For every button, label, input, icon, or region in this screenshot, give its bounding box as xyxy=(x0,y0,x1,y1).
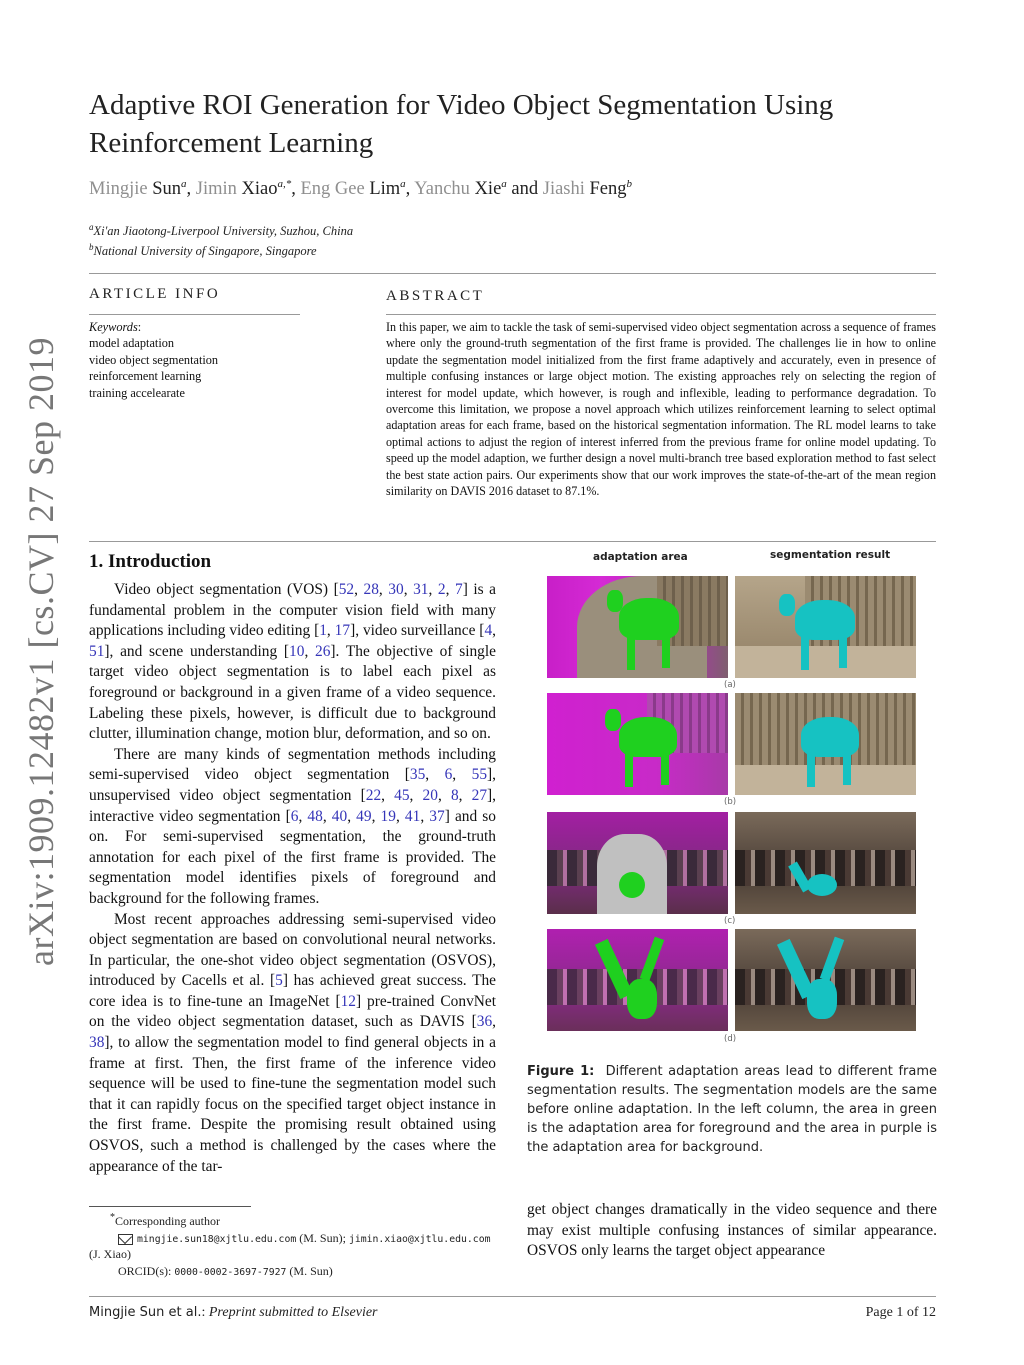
divider-abstract xyxy=(386,314,936,315)
affiliation-b: $^b$National University of Singapore, Singapore xyxy=(89,242,317,259)
figure-column-label-left: adaptation area xyxy=(593,551,688,563)
divider-top xyxy=(89,273,936,274)
citation-link[interactable]: 45 xyxy=(394,786,410,804)
divider-mid xyxy=(89,541,936,542)
author-name: Yanchu Xie$^a$ xyxy=(414,178,507,200)
article-info-heading: ARTICLE INFO xyxy=(89,286,221,302)
citation-link[interactable]: 49 xyxy=(356,807,372,825)
citation-link[interactable]: 36 xyxy=(476,1013,493,1031)
citation-link[interactable]: 40 xyxy=(331,807,348,825)
citation-link[interactable]: 10 xyxy=(289,642,305,660)
citation-link[interactable]: 12 xyxy=(340,992,356,1010)
orcid-link[interactable]: 0000-0002-3697-7927 xyxy=(174,1267,287,1278)
page-number: Page 1 of 12 xyxy=(865,1305,936,1320)
figure-caption-label: Figure 1: xyxy=(527,1064,595,1079)
footer-rule xyxy=(89,1296,936,1297)
intro-body xyxy=(89,580,496,1177)
author-name: Jiashi Feng$^b$ xyxy=(542,178,633,200)
citation-link[interactable]: 28 xyxy=(363,581,379,598)
citation-link[interactable]: 1 xyxy=(319,622,327,640)
footnote-emails: mingjie.sun18@xjtlu.edu.com (M. Sun); jimin.xiao@xjtlu.edu.com xyxy=(118,1231,491,1246)
keyword: training accelearate xyxy=(89,385,185,400)
figure-image-adaptation-a xyxy=(547,576,728,678)
figure-image-adaptation-c xyxy=(547,812,728,914)
intro-paragraph-2: There are many kinds of segmentation methods including semi-supervised video object segmentation [35, 6, 55], unsupervised video object segmentation [22, 45, 20, 8, 27], interactive video segmentation [6, 48, 40, 49, 19, 41, 37] and so on. For semi-supervised segmentation, the ground-truth annotation for each pixel of the first frame is provided. The segmentation model identifies pixels of foreground and background for the following frames. xyxy=(89,745,497,907)
citation-link[interactable]: 6 xyxy=(290,807,299,825)
keyword: reinforcement learning xyxy=(89,369,202,384)
figure-column-label-right: segmentation result xyxy=(770,549,891,561)
figure-image-segmentation-d xyxy=(735,929,916,1031)
section-heading-introduction: 1. Introduction xyxy=(89,551,212,572)
citation-link[interactable]: 27 xyxy=(471,786,488,804)
citation-link[interactable]: 31 xyxy=(413,581,429,598)
citation-link[interactable]: 41 xyxy=(404,807,421,825)
citation-link[interactable]: 38 xyxy=(89,1034,105,1052)
abstract-text: In this paper, we aim to tackle the task of semi-supervised video object segmentation across a sequence of frames where only the ground-truth segmentation of the first frame is provided. The challenges lie in how to online update the segmentation model initialized from the first frame adaptively and accurately, even in presence of multiple confusing instances or large object motion. The existing approaches rely on selecting the region of interest for model update, which however, is rough and inflexible, leading to performance degradation. To overcome this limitation, we propose a novel approach which utilizes reinforcement learning to select optimal adaptation areas for each frame, based on the historical segmentation information. The RL model learns to take optimal actions to adjust the region of interest inferred from the previous frame for online model updating. To speed up the model adaption, we further design a novel multi-branch tree based exploration method to fast select the best state action pairs. Our experiments show that our work improves the state-of-the-art of the mean region similarity on DAVIS 2016 dataset to 87.1%. xyxy=(386,320,936,499)
citation-link[interactable]: 4 xyxy=(484,622,493,640)
keyword: video object segmentation xyxy=(89,352,219,367)
author-name: Eng Gee Lim$^a$ xyxy=(300,178,406,200)
email-icon xyxy=(118,1234,133,1245)
arxiv-identifier: arXiv:1909.12482v1 [cs.CV] 27 Sep 2019 xyxy=(21,337,61,966)
footnote-corresponding: *Corresponding author xyxy=(110,1212,220,1228)
author-name: Jimin Xiao$^{a,*}$ xyxy=(195,178,292,200)
intro-continued-text: get object changes dramatically in the video sequence and there may exist multiple confusing instances of similar appearance. OSVOS only learns the target object appearance xyxy=(527,1201,937,1260)
citation-link[interactable]: 6 xyxy=(444,766,453,784)
citation-link[interactable]: 26 xyxy=(315,642,331,660)
keywords-label: Keywords xyxy=(89,320,138,334)
citation-link[interactable]: 48 xyxy=(307,807,323,825)
citation-link[interactable]: 51 xyxy=(89,642,105,660)
affiliation-a: $^a$Xi'an Jiaotong-Liverpool University, Suzhou, China xyxy=(89,222,354,239)
figure-caption: Figure 1: Different adaptation areas lead to different frame segmentation results. The segmentation models are the same before online adaptation. In the left column, the area in green is the adaptation area for foreground and the area in purple is the adaptation area for background. xyxy=(527,1064,937,1155)
paper-title: Adaptive ROI Generation for Video Object Segmentation Using Reinforcement Learning xyxy=(89,89,834,159)
citation-link[interactable]: 17 xyxy=(334,622,351,640)
keyword: model adaptation xyxy=(89,336,175,351)
citation-link[interactable]: 8 xyxy=(450,786,459,804)
citation-link[interactable]: 22 xyxy=(365,786,382,804)
intro-paragraph-3: Most recent approaches addressing semi-supervised video object segmentation are based on convolutional neural networks. In particular, the one-shot video object segmentation (OSVOS), introduced by Cacells et al. [5] has achieved great success. The core idea is to fine-tune an ImageNet [12] pre-trained ConvNet on the video object segmentation dataset, such as DAVIS [36, 38], to allow the segmentation model to find general objects in a frame at first. Then, the first frame of the inference video sequence will be used to fine-tune the segmentation model such that it can rapidly focus on the specified target object instance in the first frame. Despite the promising result obtained using OSVOS, such a method is challenged by the cases where the appearance of the tar- xyxy=(89,910,496,1175)
citation-link[interactable]: 19 xyxy=(380,807,396,825)
figure-image-segmentation-a xyxy=(735,576,916,678)
figure-row-label-d: (d) xyxy=(724,1034,737,1044)
divider-article-info xyxy=(89,314,300,315)
citation-link[interactable]: 37 xyxy=(429,807,445,825)
citation-link[interactable]: 2 xyxy=(437,581,446,598)
citation-link[interactable]: 52 xyxy=(338,581,355,598)
footnote-rule xyxy=(89,1206,251,1207)
email-link-xiao[interactable]: jimin.xiao@xjtlu.edu.com xyxy=(348,1234,491,1245)
footnote-orcid: ORCID(s): 0000-0002-3697-7927 (M. Sun) xyxy=(118,1264,333,1278)
figure-image-segmentation-b xyxy=(735,693,916,795)
figure-image-adaptation-b xyxy=(547,693,728,795)
keywords-block: Keywords: model adaptation video object segmentation reinforcement learning training accelearate xyxy=(89,320,219,400)
citation-link[interactable]: 35 xyxy=(409,766,426,784)
citation-link[interactable]: 55 xyxy=(471,766,488,784)
citation-link[interactable]: 30 xyxy=(388,581,404,598)
abstract-heading: ABSTRACT xyxy=(386,288,485,304)
email-link-sun[interactable]: mingjie.sun18@xjtlu.edu.com xyxy=(137,1234,297,1245)
figure-image-segmentation-c xyxy=(735,812,916,914)
intro-paragraph-1: Video object segmentation (VOS) [52, 28, 30, 31, 2, 7] is a fundamental problem in the computer vision field with many applications including video editing [1, 17], video surveillance [4, 51], and scene understanding [10, 26]. The objective of single target video object segmentation is to label each pixel as foreground or background in a given frame of a video sequence. Labeling these pixels, however, is difficult due to background clutter, illumination change, motion blur, deformation, and so on. xyxy=(89,581,497,743)
citation-link[interactable]: 5 xyxy=(275,972,283,990)
figure-image-adaptation-d xyxy=(547,929,728,1031)
figure-row-label-c: (c) xyxy=(724,916,736,926)
author-name: Mingjie Sun$^a$ xyxy=(89,178,187,200)
figure-row-label-a: (a) xyxy=(724,680,736,690)
author-list: Mingjie Sun$^a$, Jimin Xiao$^{a,*}$, Eng Gee Lim$^a$, Yanchu Xie$^a$ and Jiashi Feng$^b$ xyxy=(89,178,633,200)
figure-row-label-b: (b) xyxy=(724,797,737,807)
citation-link[interactable]: 20 xyxy=(422,786,438,804)
footnote-xiao: (J. Xiao) xyxy=(89,1247,131,1261)
citation-link[interactable]: 7 xyxy=(455,581,463,598)
footer-left: Mingjie Sun et al.: Preprint submitted to Elsevier xyxy=(89,1305,378,1320)
